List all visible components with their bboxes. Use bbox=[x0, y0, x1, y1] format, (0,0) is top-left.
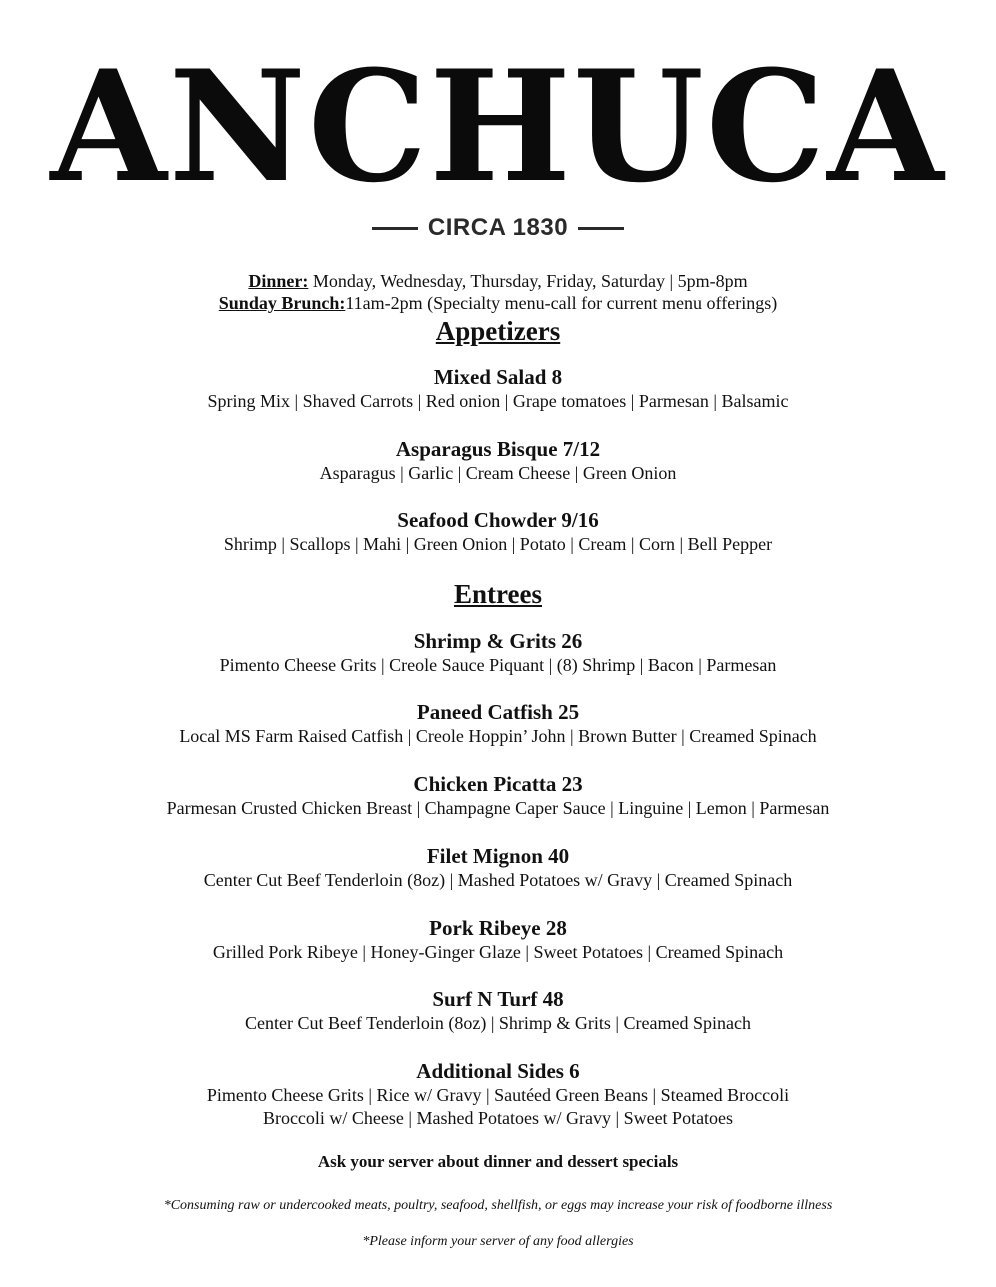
item-name: Paneed Catfish 25 bbox=[416, 700, 580, 724]
item-description: Grilled Pork Ribeye | Honey-Ginger Glaze | Sweet Potatoes | Creamed Spinach bbox=[212, 942, 784, 962]
brunch-hours bbox=[0, 292, 996, 314]
logo-subtitle: CIRCA 1830 bbox=[427, 214, 569, 241]
menu-item bbox=[0, 437, 996, 485]
item-description: Pimento Cheese Grits | Creole Sauce Piquant | (8) Shrimp | Bacon | Parmesan bbox=[219, 655, 777, 675]
sides-title: Additional Sides 6 bbox=[416, 1059, 580, 1083]
item-name: Filet Mignon 40 bbox=[426, 844, 570, 868]
section-title-entrees: Entrees bbox=[454, 579, 542, 609]
dinner-label: Dinner: bbox=[248, 271, 309, 291]
item-name: Surf N Turf 48 bbox=[432, 987, 564, 1011]
menu-item bbox=[0, 916, 996, 964]
section-title-appetizers: Appetizers bbox=[435, 316, 561, 346]
menu-item bbox=[0, 772, 996, 820]
sides-block bbox=[0, 1059, 996, 1130]
allergy-note: *Please inform your server of any food allergies bbox=[362, 1234, 634, 1249]
menu-item bbox=[0, 365, 996, 413]
item-name: Shrimp & Grits 26 bbox=[413, 629, 583, 653]
item-description: Center Cut Beef Tenderloin (8oz) | Mashed Potatoes w/ Gravy | Creamed Spinach bbox=[203, 870, 793, 890]
logo-title: ANCHUCA bbox=[50, 37, 946, 217]
item-name: Pork Ribeye 28 bbox=[429, 916, 567, 940]
item-name: Seafood Chowder 9/16 bbox=[397, 508, 599, 532]
item-description: Spring Mix | Shaved Carrots | Red onion | Grape tomatoes | Parmesan | Balsamic bbox=[207, 391, 789, 411]
hours-block bbox=[0, 270, 996, 314]
divider-left bbox=[372, 227, 418, 230]
dinner-text: Monday, Wednesday, Thursday, Friday, Saturday | 5pm-8pm bbox=[308, 271, 748, 291]
item-name: Chicken Picatta 23 bbox=[413, 772, 583, 796]
logo-subtitle-row bbox=[0, 212, 996, 244]
item-description: Local MS Farm Raised Catfish | Creole Hoppin’ John | Brown Butter | Creamed Spinach bbox=[179, 726, 817, 746]
menu-item bbox=[0, 844, 996, 892]
item-description: Parmesan Crusted Chicken Breast | Champagne Caper Sauce | Linguine | Lemon | Parmesan bbox=[166, 798, 830, 818]
brunch-label: Sunday Brunch: bbox=[218, 293, 346, 313]
restaurant-logo bbox=[0, 37, 996, 232]
item-description: Shrimp | Scallops | Mahi | Green Onion | Potato | Cream | Corn | Bell Pepper bbox=[223, 534, 773, 554]
menu-item bbox=[0, 629, 996, 677]
specials-note: Ask your server about dinner and dessert specials bbox=[317, 1152, 679, 1171]
item-name: Asparagus Bisque 7/12 bbox=[395, 437, 601, 461]
sides-line-2: Broccoli w/ Cheese | Mashed Potatoes w/ Gravy | Sweet Potatoes bbox=[262, 1108, 734, 1128]
sides-line-1: Pimento Cheese Grits | Rice w/ Gravy | Sautéed Green Beans | Steamed Broccoli bbox=[206, 1085, 790, 1105]
item-description: Asparagus | Garlic | Cream Cheese | Green Onion bbox=[319, 463, 677, 483]
menu-item bbox=[0, 700, 996, 748]
divider-right bbox=[578, 227, 624, 230]
dinner-hours bbox=[0, 270, 996, 292]
item-name: Mixed Salad 8 bbox=[433, 365, 563, 389]
foodborne-warning: *Consuming raw or undercooked meats, poultry, seafood, shellfish, or eggs may increase your risk of foodborne illness bbox=[163, 1198, 833, 1213]
item-description: Center Cut Beef Tenderloin (8oz) | Shrimp & Grits | Creamed Spinach bbox=[244, 1013, 751, 1033]
brunch-text: 11am-2pm (Specialty menu-call for current menu offerings) bbox=[345, 293, 778, 313]
menu-item bbox=[0, 987, 996, 1035]
menu-item bbox=[0, 508, 996, 556]
